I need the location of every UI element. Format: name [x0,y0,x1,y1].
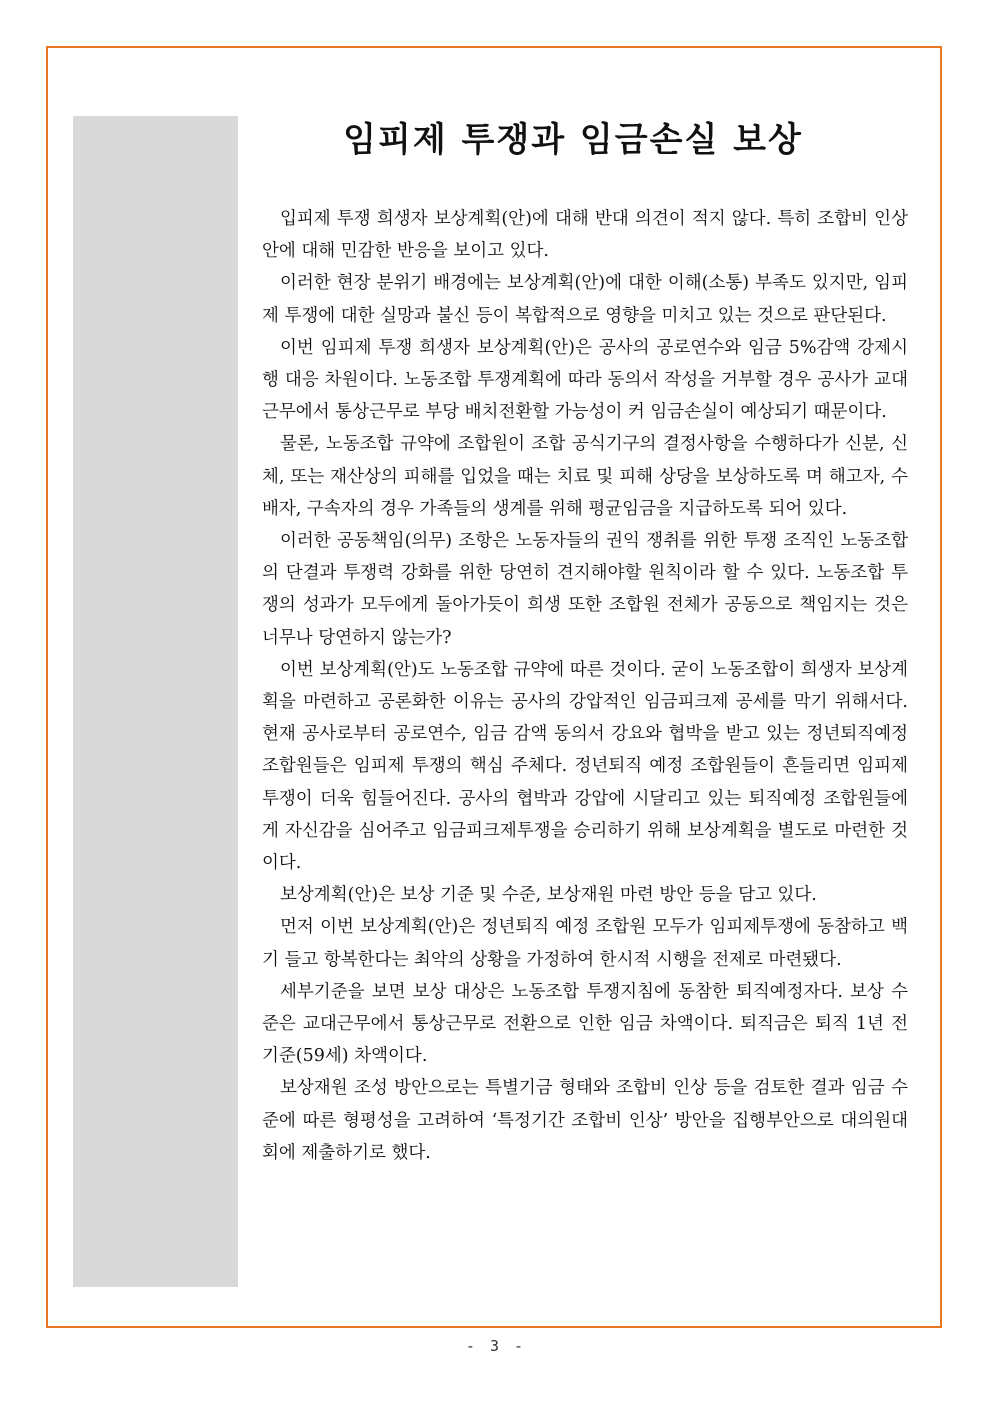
decorative-side-bar [73,116,238,1287]
paragraph: 먼저 이번 보상계획(안)은 정년퇴직 예정 조합원 모두가 임피제투쟁에 동참하고 백기 들고 항복한다는 최악의 상황을 가정하여 한시적 시행을 전제로 마련됐다. [262,917,908,970]
page-number: - 3 - [465,1337,527,1355]
paragraph: 이번 임피제 투쟁 희생자 보상계획(안)은 공사의 공로연수와 임금 5%감액 강제시행 대응 차원이다. 노동조합 투쟁계획에 따라 동의서 작성을 거부할 경우 공사가 교대근무에서 통상근무로 부당 배치전환할 가능성이 커 임금손실이 예상되기 때문이다. [262,337,908,423]
article-body [262,203,908,1169]
paragraph: 이러한 공동책임(의무) 조항은 노동자들의 권익 쟁취를 위한 투쟁 조직인 노동조합의 단결과 투쟁력 강화를 위한 당연히 견지해야할 원칙이라 할 수 있다. 노동조합 투쟁의 성과가 모두에게 돌아가듯이 희생 또한 조합원 전체가 공동으로 책임지는 것은 너무나 당연하지 않는가? [262,531,908,648]
paragraph: 입피제 투쟁 희생자 보상계획(안)에 대해 반대 의견이 적지 않다. 특히 조합비 인상안에 대해 민감한 반응을 보이고 있다. [262,209,908,262]
paragraph: 이번 보상계획(안)도 노동조합 규약에 따른 것이다. 굳이 노동조합이 희생자 보상계획을 마련하고 공론화한 이유는 공사의 강압적인 임금피크제 공세를 막기 위해서다. 현재 공사로부터 공로연수, 임금 감액 동의서 강요와 협박을 받고 있는 정년퇴직예정 조합원들은 임피제 투쟁의 핵심 주체다. 정년퇴직 예정 조합원들이 흔들리면 임피제 투쟁이 더욱 힘들어진다. 공사의 협박과 강압에 시달리고 있는 퇴직예정 조합원들에게 자신감을 심어주고 임금피크제투쟁을 승리하기 위해 보상계획을 별도로 마련한 것이다. [262,659,908,874]
paragraph: 세부기준을 보면 보상 대상은 노동조합 투쟁지침에 동참한 퇴직예정자다. 보상 수준은 교대근무에서 통상근무로 전환으로 인한 임금 차액이다. 퇴직금은 퇴직 1년 전 기준(59세) 차액이다. [262,981,908,1067]
paragraph: 물론, 노동조합 규약에 조합원이 조합 공식기구의 결정사항을 수행하다가 신분, 신체, 또는 재산상의 피해를 입었을 때는 치료 및 피해 상당을 보상하도록 며 해고자, 수배자, 구속자의 경우 가족들의 생계를 위해 평균임금을 지급하도록 되어 있다. [262,434,908,519]
paragraph: 보상재원 조성 방안으로는 특별기금 형태와 조합비 인상 등을 검토한 결과 임금 수준에 따른 형평성을 고려하여 ‘특정기간 조합비 인상’ 방안을 집행부안으로 대의원대회에 제출하기로 했다. [262,1078,908,1163]
paragraph: 이러한 현장 분위기 배경에는 보상계획(안)에 대한 이해(소통) 부족도 있지만, 임피제 투쟁에 대한 실망과 불신 등이 복합적으로 영향을 미치고 있는 것으로 판단된다. [262,273,908,326]
paragraph: 보상계획(안)은 보상 기준 및 수준, 보상재원 마련 방안 등을 담고 있다. [280,885,817,906]
article-title: 임피제 투쟁과 임금손실 보상 [343,120,803,160]
